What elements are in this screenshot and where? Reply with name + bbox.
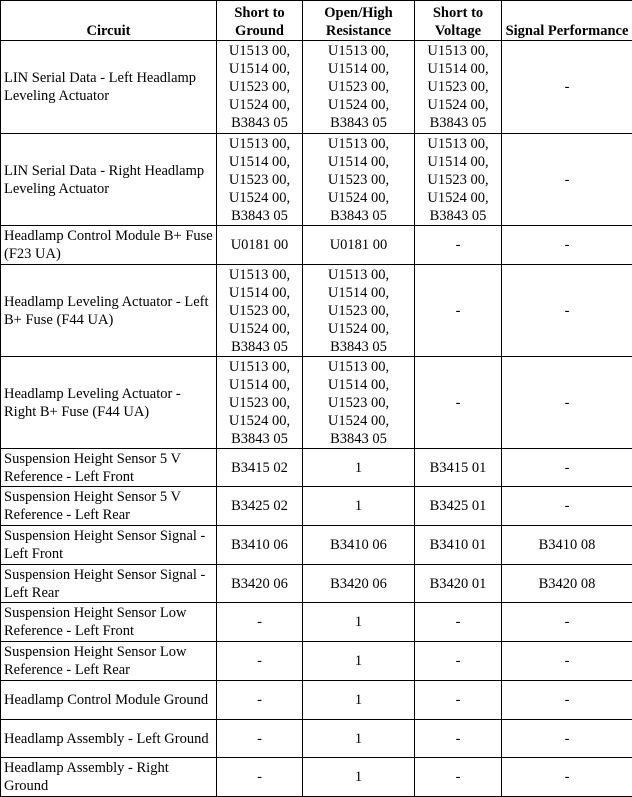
short-to-ground-cell: - [217, 720, 303, 758]
header-open-high-resistance: Open/High Resistance [303, 1, 415, 41]
short-to-voltage-cell: - [415, 226, 502, 265]
short-to-ground-cell: B3420 06 [217, 565, 303, 603]
open-high-resistance-cell: 1 [303, 603, 415, 642]
circuit-cell: LIN Serial Data - Right Headlamp Leveling Actuator [1, 134, 217, 226]
open-high-resistance-cell: U1513 00, U1514 00, U1523 00, U1524 00, B3843 05 [303, 134, 415, 226]
table-row [1, 265, 632, 357]
table-row [1, 226, 632, 265]
circuit-cell: Headlamp Leveling Actuator - Left B+ Fuse (F44 UA) [1, 265, 217, 357]
short-to-ground-cell: U1513 00, U1514 00, U1523 00, U1524 00, B3843 05 [217, 134, 303, 226]
short-to-voltage-cell: U1513 00, U1514 00, U1523 00, U1524 00, B3843 05 [415, 134, 502, 226]
table-row [1, 357, 632, 449]
circuit-cell: Headlamp Assembly - Left Ground [1, 720, 217, 758]
short-to-ground-cell: - [217, 642, 303, 681]
short-to-ground-cell: U0181 00 [217, 226, 303, 265]
signal-performance-cell: B3420 08 [502, 565, 632, 603]
table-row [1, 720, 632, 758]
header-signal-performance: Signal Performance [502, 1, 632, 41]
header-circuit: Circuit [1, 1, 217, 41]
table-row [1, 449, 632, 487]
short-to-ground-cell: U1513 00, U1514 00, U1523 00, U1524 00, B3843 05 [217, 265, 303, 357]
short-to-ground-cell: B3425 02 [217, 487, 303, 526]
header-row [1, 1, 632, 41]
open-high-resistance-cell: U1513 00, U1514 00, U1523 00, U1524 00, B3843 05 [303, 357, 415, 449]
short-to-ground-cell: B3415 02 [217, 449, 303, 487]
open-high-resistance-cell: U0181 00 [303, 226, 415, 265]
open-high-resistance-cell: 1 [303, 758, 415, 797]
circuit-cell: Suspension Height Sensor Signal - Left Front [1, 526, 217, 565]
circuit-cell: Suspension Height Sensor Low Reference - Left Front [1, 603, 217, 642]
circuit-cell: Headlamp Control Module B+ Fuse (F23 UA) [1, 226, 217, 265]
signal-performance-cell: B3410 08 [502, 526, 632, 565]
circuit-cell: Headlamp Assembly - Right Ground [1, 758, 217, 797]
short-to-voltage-cell: - [415, 758, 502, 797]
signal-performance-cell: - [502, 758, 632, 797]
circuit-cell: Suspension Height Sensor Signal - Left Rear [1, 565, 217, 603]
circuit-cell: Suspension Height Sensor 5 V Reference - Left Rear [1, 487, 217, 526]
circuit-cell: Suspension Height Sensor Low Reference - Left Rear [1, 642, 217, 681]
table-header [1, 1, 632, 41]
short-to-voltage-cell: B3415 01 [415, 449, 502, 487]
short-to-voltage-cell: - [415, 265, 502, 357]
short-to-voltage-cell: B3410 01 [415, 526, 502, 565]
open-high-resistance-cell: 1 [303, 487, 415, 526]
short-to-voltage-cell: B3420 01 [415, 565, 502, 603]
open-high-resistance-cell: U1513 00, U1514 00, U1523 00, U1524 00, B3843 05 [303, 265, 415, 357]
signal-performance-cell: - [502, 265, 632, 357]
signal-performance-cell: - [502, 134, 632, 226]
circuit-cell: Suspension Height Sensor 5 V Reference - Left Front [1, 449, 217, 487]
table-row [1, 758, 632, 797]
signal-performance-cell: - [502, 487, 632, 526]
short-to-voltage-cell: B3425 01 [415, 487, 502, 526]
table-row [1, 134, 632, 226]
short-to-voltage-cell: - [415, 603, 502, 642]
short-to-voltage-cell: - [415, 720, 502, 758]
signal-performance-cell: - [502, 681, 632, 720]
table-row [1, 642, 632, 681]
short-to-ground-cell: U1513 00, U1514 00, U1523 00, U1524 00, B3843 05 [217, 41, 303, 134]
open-high-resistance-cell: 1 [303, 681, 415, 720]
table-body [1, 41, 632, 797]
signal-performance-cell: - [502, 642, 632, 681]
open-high-resistance-cell: B3420 06 [303, 565, 415, 603]
open-high-resistance-cell: U1513 00, U1514 00, U1523 00, U1524 00, B3843 05 [303, 41, 415, 134]
open-high-resistance-cell: 1 [303, 642, 415, 681]
table-row [1, 681, 632, 720]
signal-performance-cell: - [502, 226, 632, 265]
signal-performance-cell: - [502, 603, 632, 642]
signal-performance-cell: - [502, 357, 632, 449]
header-short-to-ground: Short to Ground [217, 1, 303, 41]
header-short-to-voltage: Short to Voltage [415, 1, 502, 41]
short-to-voltage-cell: - [415, 642, 502, 681]
short-to-ground-cell: B3410 06 [217, 526, 303, 565]
short-to-voltage-cell: - [415, 681, 502, 720]
table-row [1, 526, 632, 565]
open-high-resistance-cell: B3410 06 [303, 526, 415, 565]
circuit-cell: Headlamp Control Module Ground [1, 681, 217, 720]
short-to-ground-cell: - [217, 758, 303, 797]
short-to-voltage-cell: - [415, 357, 502, 449]
signal-performance-cell: - [502, 449, 632, 487]
open-high-resistance-cell: 1 [303, 720, 415, 758]
signal-performance-cell: - [502, 41, 632, 134]
signal-performance-cell: - [502, 720, 632, 758]
short-to-ground-cell: - [217, 681, 303, 720]
table-row [1, 487, 632, 526]
short-to-ground-cell: - [217, 603, 303, 642]
table-row [1, 565, 632, 603]
short-to-voltage-cell: U1513 00, U1514 00, U1523 00, U1524 00, B3843 05 [415, 41, 502, 134]
table-row [1, 41, 632, 134]
circuit-cell: LIN Serial Data - Left Headlamp Leveling Actuator [1, 41, 217, 134]
short-to-ground-cell: U1513 00, U1514 00, U1523 00, U1524 00, B3843 05 [217, 357, 303, 449]
open-high-resistance-cell: 1 [303, 449, 415, 487]
table-row [1, 603, 632, 642]
circuit-cell: Headlamp Leveling Actuator - Right B+ Fuse (F44 UA) [1, 357, 217, 449]
